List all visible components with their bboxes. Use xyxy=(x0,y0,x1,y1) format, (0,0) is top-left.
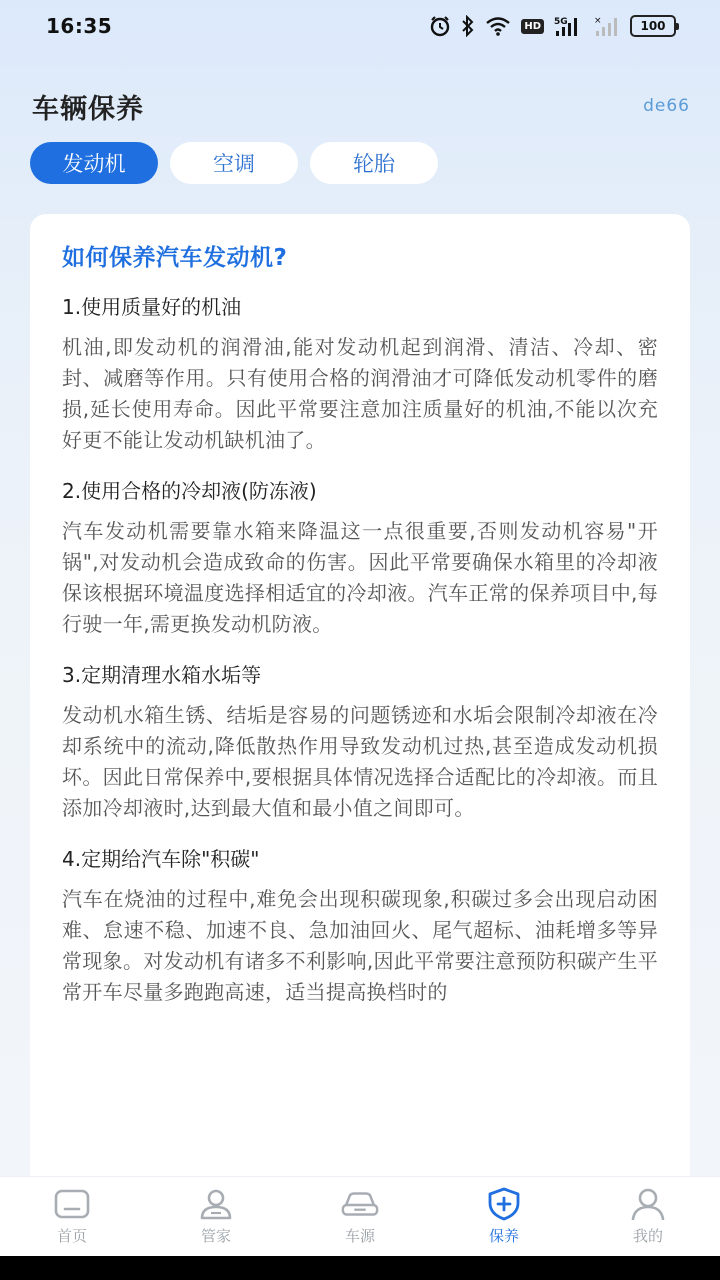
status-bar xyxy=(0,0,720,52)
hd-icon: HD xyxy=(521,19,544,34)
bottom-nav xyxy=(0,1176,720,1256)
tab-engine[interactable]: 发动机 xyxy=(30,142,158,184)
section-body: 汽车发动机需要靠水箱来降温这一点很重要,否则发动机容易"开锅",对发动机会造成致命的伤害。因此平常要确保水箱里的冷却液保该根据环境温度选择相适宜的冷却液。汽车正常的保养项目中,每行驶一年,需更换发动机防液。 xyxy=(62,519,658,636)
nav-item-profile[interactable] xyxy=(576,1187,720,1246)
user-tag: de66 xyxy=(643,96,690,116)
svg-text:×: × xyxy=(594,16,602,26)
article-section xyxy=(62,290,658,456)
nav-item-butler[interactable] xyxy=(144,1187,288,1246)
signal-icon xyxy=(594,15,620,37)
profile-icon xyxy=(628,1187,668,1221)
section-body: 发动机水箱生锈、结垢是容易的问题锈迹和水垢会限制冷却液在冷却系统中的流动,降低散热作用导致发动机过热,甚至造成发动机损坏。因此日常保养中,要根据具体情况选择合适配比的冷却液。而且添加冷却液时,达到最大值和最小值之间即可。 xyxy=(62,703,658,820)
nav-item-home[interactable] xyxy=(0,1187,144,1246)
nav-item-maintenance[interactable] xyxy=(432,1187,576,1246)
section-heading: 1.使用质量好的机油 xyxy=(62,295,242,319)
tab-air-conditioning[interactable]: 空调 xyxy=(170,142,298,184)
section-heading: 4.定期给汽车除"积碳" xyxy=(62,847,260,871)
nav-label: 保养 xyxy=(488,1227,519,1245)
nav-item-cars[interactable] xyxy=(288,1187,432,1246)
battery-icon: 100 xyxy=(630,15,676,37)
category-tabs xyxy=(30,142,438,184)
section-body: 汽车在烧油的过程中,难免会出现积碳现象,积碳过多会出现启动困难、怠速不稳、加速不良、急加油回火、尾气超标、油耗增多等异常现象。对发动机有诸多不利影响,因此平常要注意预防积碳产生平常开车尽量多跑跑高速，适当提高换档时的 xyxy=(62,887,658,1004)
header xyxy=(32,86,690,126)
nav-label: 车源 xyxy=(344,1227,375,1245)
section-heading: 2.使用合格的冷却液(防冻液) xyxy=(62,479,317,503)
butler-icon xyxy=(196,1187,236,1221)
article-card[interactable] xyxy=(30,214,690,1214)
tab-tires[interactable]: 轮胎 xyxy=(310,142,438,184)
article-section xyxy=(62,474,658,640)
car-icon xyxy=(340,1187,380,1221)
bluetooth-icon xyxy=(461,15,475,37)
nav-label: 管家 xyxy=(200,1227,231,1245)
shield-plus-icon xyxy=(484,1187,524,1221)
status-icons xyxy=(429,15,676,37)
page-title: 车辆保养 xyxy=(32,93,144,125)
wifi-icon xyxy=(485,16,511,36)
section-heading: 3.定期清理水箱水垢等 xyxy=(62,663,262,687)
article-section xyxy=(62,658,658,824)
signal-5g-icon xyxy=(554,15,584,37)
article-section xyxy=(62,842,658,1008)
nav-label: 我的 xyxy=(632,1227,663,1245)
section-body: 机油,即发动机的润滑油,能对发动机起到润滑、清洁、冷却、密封、减磨等作用。只有使用合格的润滑油才可降低发动机零件的磨损,延长使用寿命。因此平常要注意加注质量好的机油,不能以次充好更不能让发动机缺机油了。 xyxy=(62,335,658,452)
alarm-icon xyxy=(429,15,451,37)
article-title: 如何保养汽车发动机? xyxy=(62,245,288,271)
svg-text:5G: 5G xyxy=(554,17,568,27)
gesture-bar xyxy=(0,1256,720,1280)
nav-label: 首页 xyxy=(56,1227,87,1245)
home-icon xyxy=(52,1187,92,1221)
status-time: 16:35 xyxy=(46,14,113,38)
